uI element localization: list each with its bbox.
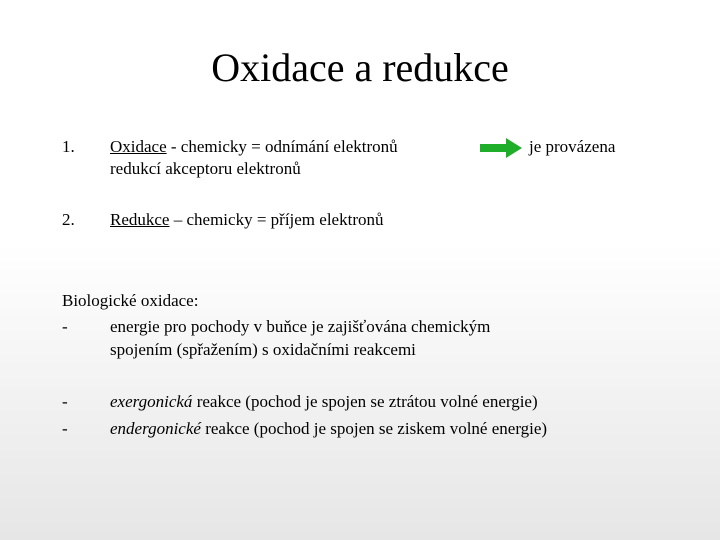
right-arrow-icon bbox=[480, 138, 522, 158]
reaction-2-dash: - bbox=[62, 419, 68, 438]
item-1-number: 1. bbox=[62, 137, 75, 156]
biological-heading: Biologické oxidace: bbox=[62, 291, 199, 310]
item-1-text: - chemicky = odnímání elektronů bbox=[166, 137, 398, 156]
reaction-1-text: reakce (pochod je spojen se ztrátou volné energie) bbox=[192, 392, 538, 411]
reaction-1-term: exergonická bbox=[110, 392, 193, 411]
biological-line-1: energie pro pochody v buňce je zajišťována chemickým bbox=[110, 317, 491, 336]
item-1-after-arrow: je provázena bbox=[529, 137, 616, 156]
slide-title: Oxidace a redukce bbox=[211, 45, 509, 90]
reaction-1-line bbox=[110, 391, 538, 413]
item-1-line-2: redukcí akceptoru elektronů bbox=[110, 159, 301, 178]
biological-dash: - bbox=[62, 317, 68, 336]
item-2-term: Redukce bbox=[110, 210, 170, 229]
item-1-line-1 bbox=[110, 136, 398, 158]
reaction-1-dash: - bbox=[62, 392, 68, 411]
item-2-text: – chemicky = příjem elektronů bbox=[169, 210, 384, 229]
item-2-line bbox=[110, 209, 383, 231]
item-1-term: Oxidace bbox=[110, 137, 167, 156]
reaction-2-text: reakce (pochod je spojen se ziskem volné energie) bbox=[200, 419, 548, 438]
reaction-2-term: endergonické bbox=[110, 419, 201, 438]
item-2-number: 2. bbox=[62, 210, 75, 229]
biological-line-2: spojením (spřažením) s oxidačními reakcemi bbox=[110, 340, 416, 359]
reaction-2-line bbox=[110, 418, 547, 440]
